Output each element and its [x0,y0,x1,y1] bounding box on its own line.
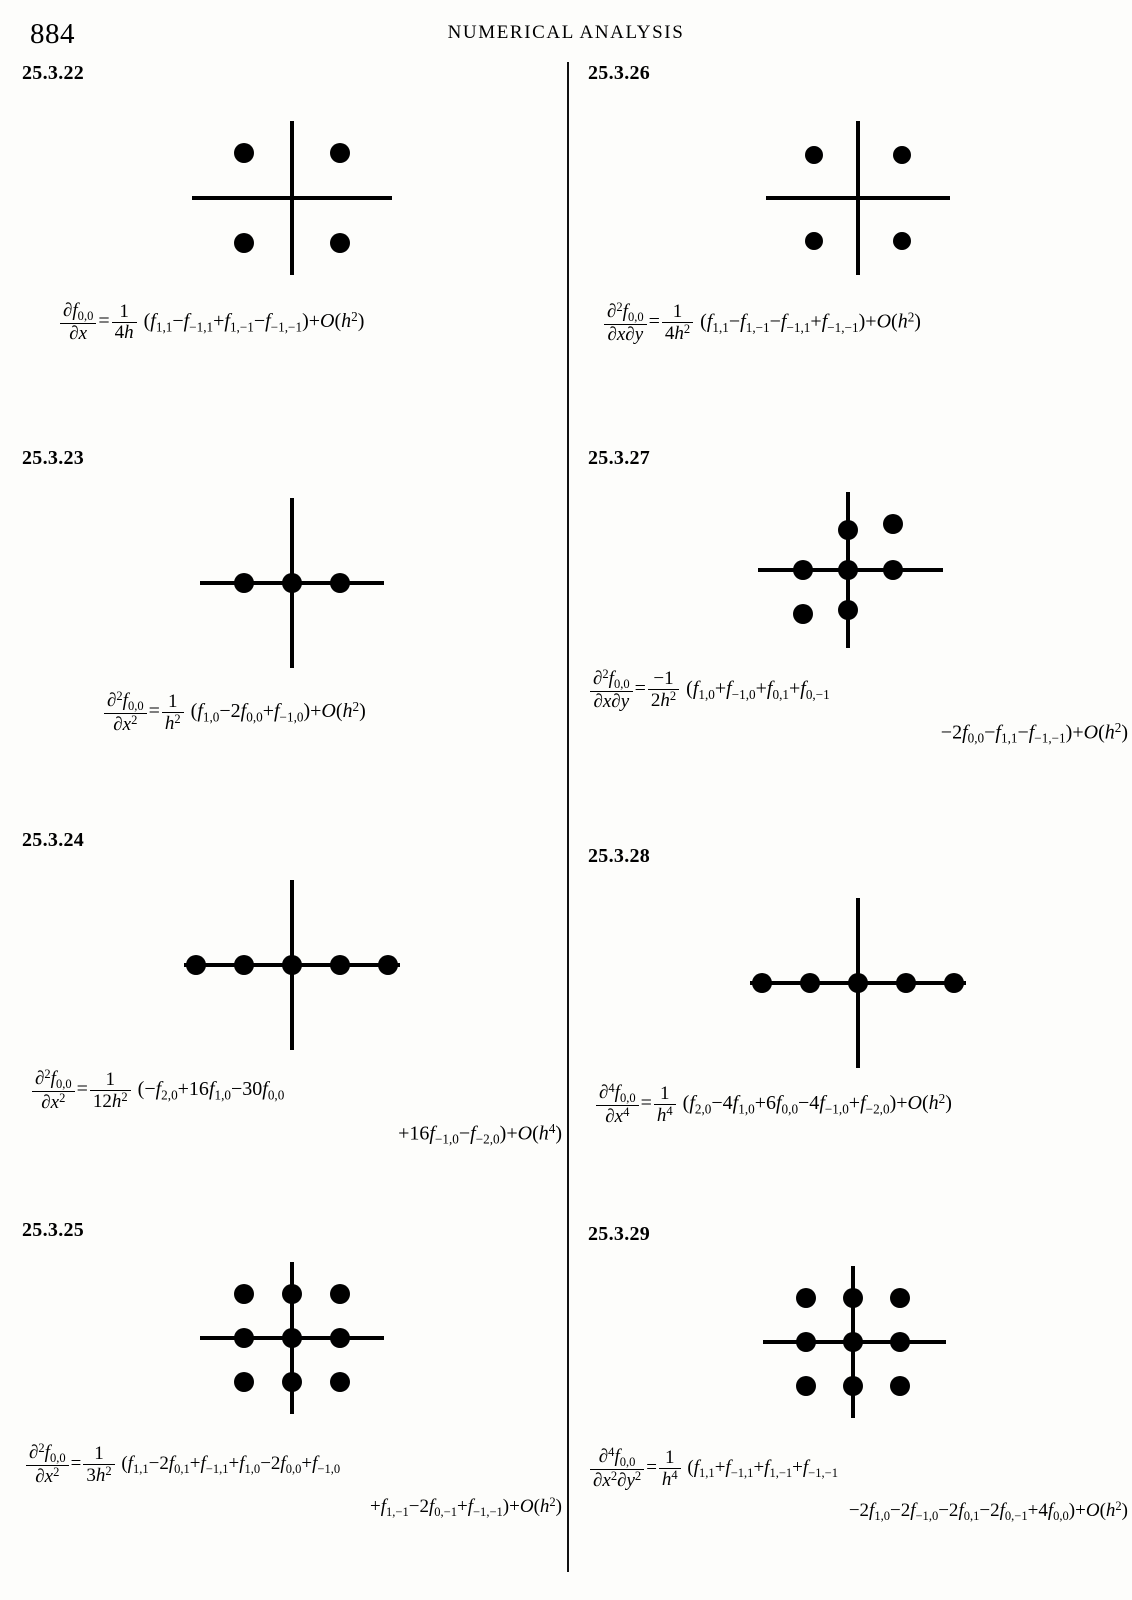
formula-continuation: $+f_{1,-1}-2f_{0,-1}+f_{-1,-1})+O(h^2)$ [370,1495,562,1520]
equation-number: 25.3.26 [588,62,651,84]
formula-25-3-26: $\frac{\partial^2f_{0,0}}{\partial x\partial y}$ = $\frac{1}{4h^2}$ $(f_{1,1}-f_{1,-1}-f_{-1,1}+f_{-1,-1})+O(h^2)$ [588,301,1128,345]
four-corner-points-stencil [588,113,1128,283]
nine-point-square-stencil [22,1258,562,1428]
three-point-horizontal-stencil [22,492,562,662]
entry-25-3-28 [588,845,1128,1223]
six-point-diagonal-stencil [588,486,1128,656]
formula-25-3-29: $\frac{\partial^4f_{0,0}}{\partial x^2\partial y^2}$ = $\frac{1}{h^4}$ ($f_{1,1}+f_{-1,1}+f_{1,-1}+f_{-1,-1}$ $-2f_{1,0}-2f_{-1,0}-2f_{0,1}-2f_{0,-1}+4f_{0,0})+O(h^2)$ [588,1446,1128,1524]
equation-number: 25.3.27 [588,447,651,469]
formula-25-3-22: $\frac{\partial f_{0,0}}{\partial x}$ = $\frac{1}{4h}$ $(f_{1,1}-f_{-1,1}+f_{1,-1}-f_{-1,-1})+O(h^2)$ [22,301,562,344]
formula-25-3-23: $\frac{\partial^2f_{0,0}}{\partial x^2}$ = $\frac{1}{h^2}$ $(f_{1,0}-2f_{0,0}+f_{-1,0})+O(h^2)$ [22,690,562,735]
entry-25-3-22 [22,62,562,447]
formula-25-3-24: $\frac{\partial^2f_{0,0}}{\partial x^2}$ = $\frac{1}{12h^2}$ ($-f_{2,0}+16f_{1,0}-30f_{0,0}$ $+16f_{-1,0}-f_{-2,0})+O(h^4)$ [22,1068,562,1147]
five-point-horizontal-stencil [22,874,562,1044]
page-number: 884 [30,18,75,50]
formula-25-3-27: $\frac{\partial^2f_{0,0}}{\partial x\partial y}$ = $\frac{-1}{2h^2}$ ($f_{1,0}+f_{-1,0}+f_{0,1}+f_{0,-1}$ $-2f_{0,0}-f_{1,1}-f_{-1,-1})+O(h^2)$ [588,668,1128,746]
nine-point-square-stencil [588,1262,1128,1432]
right-column [588,62,1128,1583]
equation-number: 25.3.22 [22,62,85,84]
equation-number: 25.3.28 [588,845,651,867]
equation-number: 25.3.29 [588,1223,651,1245]
entry-25-3-29 [588,1223,1128,1583]
entry-25-3-27 [588,447,1128,845]
entry-25-3-26 [588,62,1128,447]
formula-continuation: $+16f_{-1,0}-f_{-2,0})+O(h^4)$ [398,1121,562,1147]
formula-continuation: $-2f_{0,0}-f_{1,1}-f_{-1,-1})+O(h^2)$ [940,720,1128,746]
running-head: NUMERICAL ANALYSIS [447,22,685,43]
entry-25-3-23 [22,447,562,829]
four-corner-points-stencil [22,113,562,283]
entry-25-3-25 [22,1219,562,1579]
entry-25-3-24 [22,829,562,1219]
equation-number: 25.3.23 [22,447,85,469]
equation-number: 25.3.25 [22,1219,85,1241]
column-divider [567,62,569,1572]
formula-continuation: $-2f_{1,0}-2f_{-1,0}-2f_{0,1}-2f_{0,-1}+4f_{0,0})+O(h^2)$ [848,1499,1128,1524]
five-point-horizontal-stencil [588,892,1128,1062]
formula-25-3-28: $\frac{\partial^4f_{0,0}}{\partial x^4}$ = $\frac{1}{h^4}$ $(f_{2,0}-4f_{1,0}+6f_{0,0}-4f_{-1,0}+f_{-2,0})+O(h^2)$ [588,1082,1128,1127]
equation-number: 25.3.24 [22,829,85,851]
left-column [22,62,562,1579]
formula-25-3-25: $\frac{\partial^2f_{0,0}}{\partial x^2}$ = $\frac{1}{3h^2}$ ($f_{1,1}-2f_{0,1}+f_{-1,1}+f_{1,0}-2f_{0,0}+f_{-1,0}$ $+f_{1,-1}-2f_{0,-1}+f_{-1,-1})+O(h^2)$ [22,1442,562,1520]
